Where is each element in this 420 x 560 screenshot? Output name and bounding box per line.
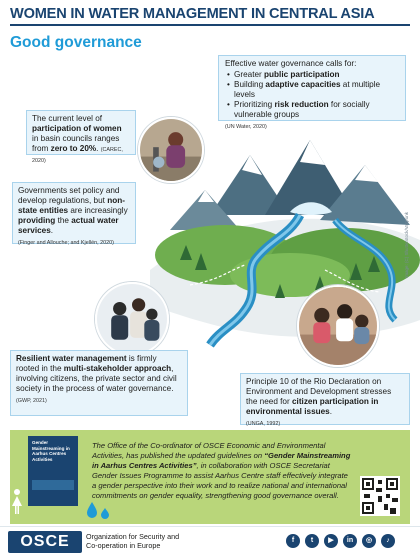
osce-logo[interactable]: OSCE (8, 531, 82, 553)
governance-calls-list (225, 70, 399, 120)
governance-calls-box (218, 55, 406, 130)
source-citation: (Finger and Allouche; and Kjellén, 2020) (18, 240, 114, 246)
photo-business-team (95, 282, 169, 356)
governance-calls-intro: Effective water governance calls for: (225, 59, 357, 68)
source-citation: (CAREC, 2020) (32, 147, 123, 164)
organization-name: Organization for Security and Co-operation in Europe (86, 532, 180, 550)
youtube-icon[interactable]: ▶ (324, 534, 338, 548)
linkedin-icon[interactable]: in (343, 534, 357, 548)
woman-figure-icon (10, 488, 24, 516)
photo-women-at-water-pump (138, 117, 204, 183)
list-item: • Building adaptive capacities at multiple levels (225, 80, 399, 100)
source-citation: (GWP, 2021) (16, 398, 47, 404)
section-subtitle: Good governance (10, 34, 142, 51)
source-citation: (UNGA, 1992) (246, 421, 281, 427)
source-citation: (UN Water, 2020) (225, 124, 267, 130)
publication-description: The Office of the Co-ordinator of OSCE Economic and Environmental Activities, has published the updated guidelines on “Gender Mainstreaming in Aarhus Centres Activities”, in collaboration with OSCE Secretariat Gender Issues Programme to assist Aarhus Centre staff effectively integrate a gender perspective into their work and to realize national and international commitments on gender equality, strengthening good governance overall. (92, 441, 351, 500)
instagram-icon[interactable]: ◎ (362, 534, 376, 548)
page-title: WOMEN IN WATER MANAGEMENT IN CENTRAL ASIA (10, 6, 375, 22)
rio-principle-box: Principle 10 of the Rio Declaration on Environment and Development stresses the need for citizen participation in environmental issues. (UNGA, 1992) (240, 373, 410, 425)
qr-code[interactable] (360, 476, 400, 516)
women-participation-box: The current level of participation of women in basin councils ranges from zero to 20%. (CAREC, 2020) (26, 110, 136, 155)
non-state-entities-box: Governments set policy and develop regulations, but non-state entities are increasingly providing the actual water services. (Finger and Allouche; and Kjellén, 2020) (12, 182, 136, 244)
list-item: • Prioritizing risk reduction for socially vulnerable groups (225, 100, 399, 120)
booklet-title: Gender Mainstreaming in Aarhus Centres Activities (32, 440, 70, 462)
water-drops-icon (86, 500, 112, 522)
resilient-management-box: Resilient water management is firmly rooted in the multi-stakeholder approach, involving citizens, the private sector and civil society in the process of water governance. (GWP, 2021) (10, 350, 188, 416)
title-divider (10, 24, 410, 26)
footer-divider (0, 526, 420, 527)
facebook-icon[interactable]: f (286, 534, 300, 548)
list-item: • Greater public participation (225, 70, 399, 80)
photo-women-meeting (297, 285, 379, 367)
image-credit: Image: (C) Shutterstock/Vacpunk (404, 212, 409, 278)
tiktok-icon[interactable]: ♪ (381, 534, 395, 548)
twitter-icon[interactable]: t (305, 534, 319, 548)
guidelines-booklet-cover[interactable] (28, 436, 78, 506)
